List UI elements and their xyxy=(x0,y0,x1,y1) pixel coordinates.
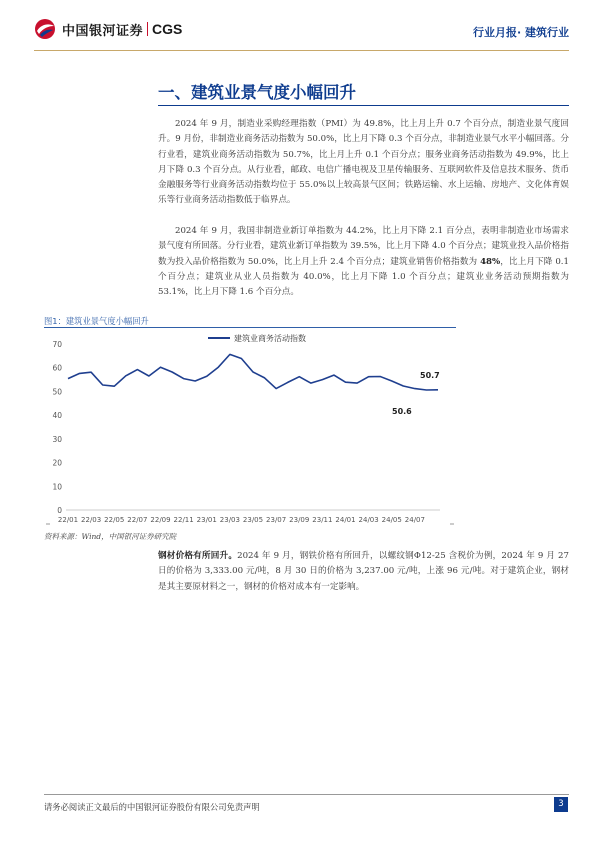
y-tick-label: 50 xyxy=(52,387,62,397)
y-tick-label: 40 xyxy=(52,411,62,421)
page-number: 3 xyxy=(554,797,568,812)
galaxy-logo-icon xyxy=(34,18,56,40)
x-tick-label: 22/11 xyxy=(173,516,194,524)
figure-title: 图1：建筑业景气度小幅回升 xyxy=(44,316,149,326)
page-header xyxy=(0,0,595,56)
section-title: 一、建筑业景气度小幅回升 xyxy=(158,83,356,102)
x-tick-label: 22/01 xyxy=(57,516,79,524)
y-tick-label: 10 xyxy=(52,482,62,492)
footer-divider xyxy=(44,794,569,795)
paragraph-text: 2024 年 9 月，我国非制造业新订单指数为 44.2%，比上月下降 2.1 百分点，表明非制造业市场需求景气度有所回落。分行业看，建筑业新订单指数为 39.5%，比上月下降 4.0 个百分点；建筑业投入品价格指数为投入品价格指数为 50.0%，比上月上升 2.4 个百分点；建筑业销售价格指数为 xyxy=(158,226,569,267)
x-tick-label: 23/01 xyxy=(196,516,217,524)
x-tick-label: 22/05 xyxy=(104,516,125,524)
brand-logo xyxy=(34,18,182,40)
report-type-tag: 行业月报· 建筑行业 xyxy=(472,26,569,39)
header-divider xyxy=(34,50,569,51)
x-tick-label: 22/03 xyxy=(81,516,102,524)
y-tick-label: 70 xyxy=(52,340,62,349)
legend-label: 建筑业商务活动指数 xyxy=(234,334,306,343)
y-tick-label: 60 xyxy=(52,363,62,373)
footer-disclaimer: 请务必阅读正文最后的中国银河证券股份有限公司免责声明 xyxy=(44,802,260,812)
x-tick-label: 24/05 xyxy=(381,516,402,524)
section-divider xyxy=(158,105,569,106)
paragraph-text: ，比上月下降 0.1 个百分点；建筑业从业人员指数为 40.0%，比上月下降 1.0 个百分点；建筑业业务活动预期指数为 53.1%，比上月下降 1.6 个百分点。 xyxy=(158,256,569,298)
paragraph-bold-value: 48% xyxy=(480,256,501,267)
data-label-latest: 50.7 xyxy=(420,370,440,380)
y-tick-label: 30 xyxy=(52,434,62,444)
brand-divider xyxy=(147,22,148,36)
y-tick-label: 20 xyxy=(52,458,62,468)
brand-name-cn: 中国银河证券 xyxy=(62,23,144,39)
x-tick-label: 24/03 xyxy=(358,516,379,524)
paragraph-new-orders xyxy=(158,224,569,300)
x-tick-label: 23/05 xyxy=(242,516,264,524)
x-tick-label: 23/09 xyxy=(289,516,310,524)
y-tick-label: 0 xyxy=(57,506,62,515)
series-line-construction-index xyxy=(68,354,438,390)
paragraph-text: 2024 年 9 月，钢铁价格有所回升，以螺纹钢Φ12-25 含税价为例，2024 年 9 月 27 日的价格为 3,333.00 元/吨，8 月 30 日的价格为 3,237.00 元/吨，上涨 96 元/吨。对于建筑企业，钢材是其主要原材料之一，钢材的价格对成本有一定影响。 xyxy=(158,551,569,592)
x-tick-label: 24/07 xyxy=(404,516,425,524)
data-label-previous: 50.6 xyxy=(392,407,412,417)
x-tick-label: 23/11 xyxy=(312,516,333,524)
brand-name-en: CGS xyxy=(152,21,183,37)
x-tick-label: 22/09 xyxy=(150,516,171,524)
figure-source: 资料来源：Wind，中国银河证券研究院 xyxy=(44,532,177,541)
construction-pmi-line-chart xyxy=(40,328,460,531)
x-tick-label: 24/01 xyxy=(335,516,356,524)
paragraph-lead-bold: 钢材价格有所回升。 xyxy=(158,551,238,561)
x-tick-label: 23/03 xyxy=(219,516,240,524)
x-tick-label: 22/07 xyxy=(127,516,148,524)
x-tick-label: 23/07 xyxy=(266,516,287,524)
paragraph-steel-price xyxy=(158,549,569,595)
paragraph-pmi: 2024 年 9 月，制造业采购经理指数（PMI）为 49.8%，比上月上升 0.7 个百分点，制造业景气度回升。9 月份，非制造业商务活动指数为 50.0%，比上月下降 0.3 个百分点，非制造业景气水平小幅回落。分行业看，建筑业商务活动指数为 50.7%，比上月上升 0.1 个百分点；服务业商务活动指数为 49.9%，比上月下降 0.3 个百分点。从行业看，邮政、电信广播电视及卫星传输服务、互联网软件及信息技术服务、货币金融服务等行业商务活动指数均位于 55.0%以上较高景气区间；铁路运输、水上运输、房地产、文化体育娱乐等行业商务活动指数低于临界点。 xyxy=(158,119,569,206)
